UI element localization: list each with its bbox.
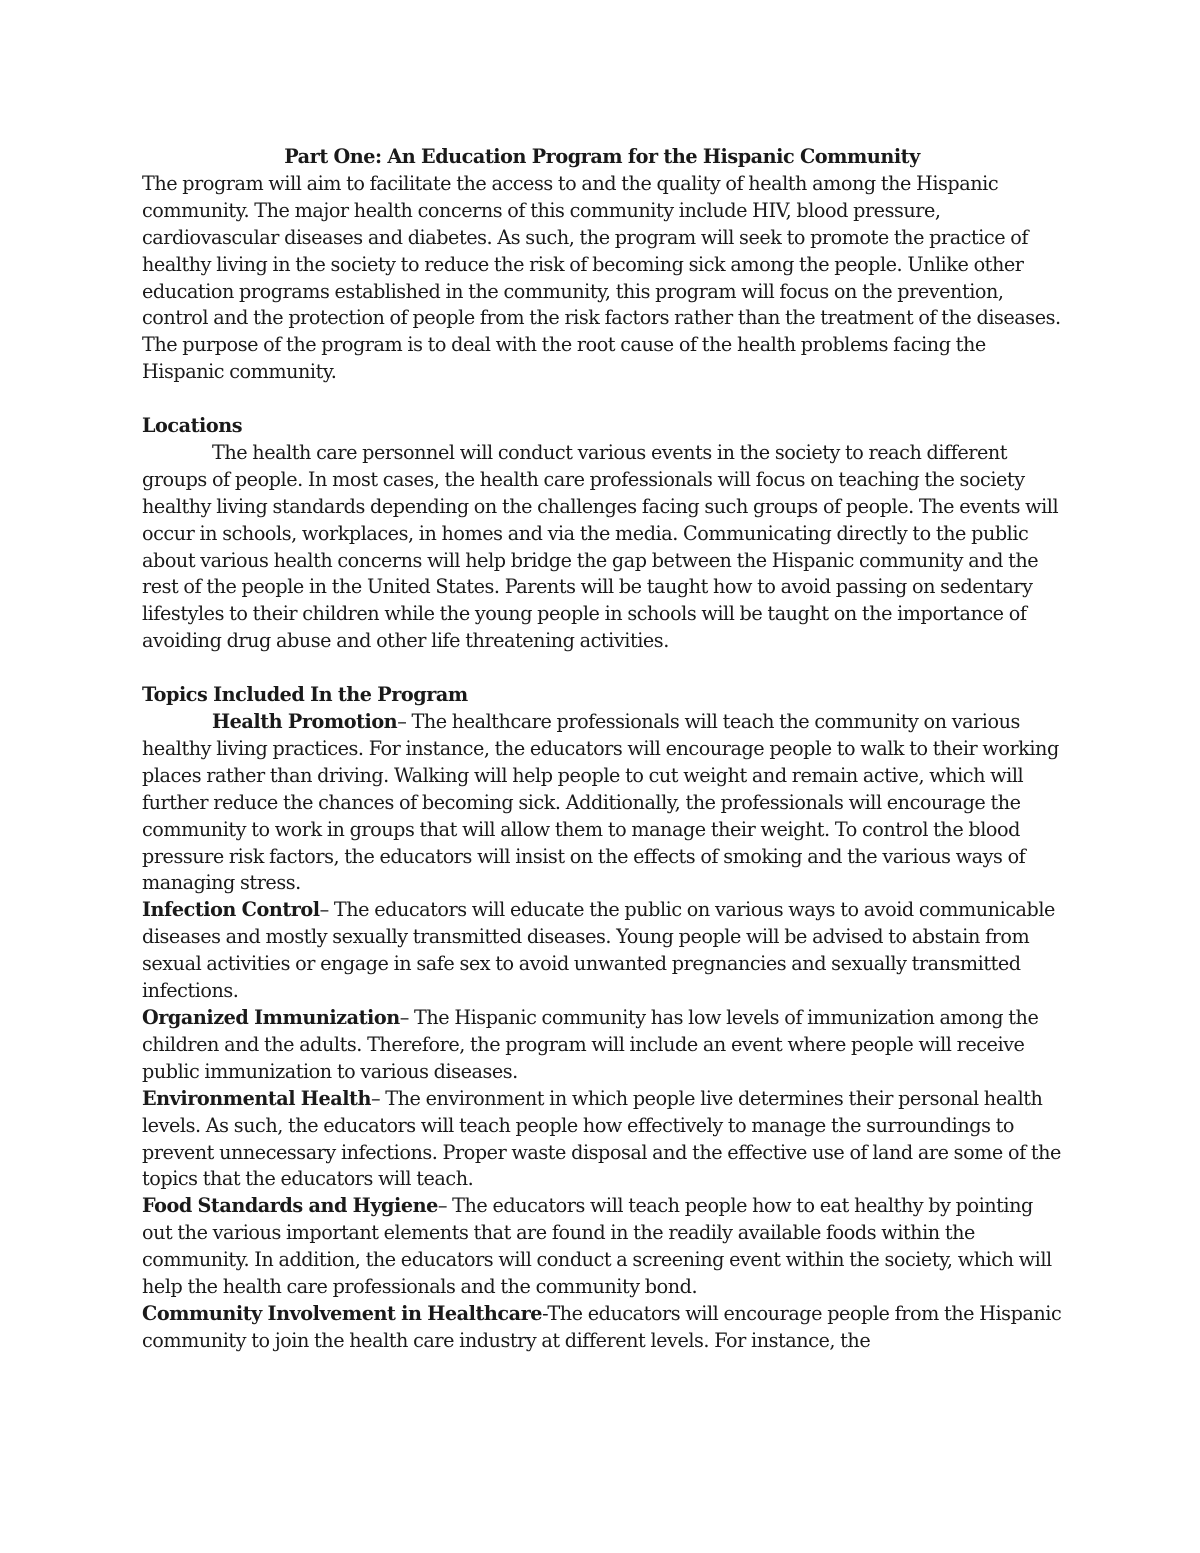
- topic-community-involvement: [142, 1301, 1062, 1355]
- topic-text: The environment in which people live determines their personal health levels. As such, the educators will teach people how effectively to manage the surroundings to prevent unnecessary infections. Proper waste disposal and the effective use of land are some of the topics that the educators will teach.: [142, 1086, 1061, 1191]
- topic-health-promotion: [142, 709, 1062, 897]
- intro-paragraph: The program will aim to facilitate the access to and the quality of health among the Hispanic community. The major health concerns of this community include HIV, blood pressure, cardiovascular diseases and diabetes. As such, the program will seek to promote the practice of healthy living in the society to reduce the risk of becoming sick among the people. Unlike other education programs established in the community, this program will focus on the prevention, control and the protection of people from the risk factors rather than the treatment of the diseases. The purpose of the program is to deal with the root cause of the health problems facing the Hispanic community.: [142, 171, 1061, 384]
- topic-separator: –: [397, 710, 412, 733]
- topic-text: The educators will teach people how to eat healthy by pointing out the various important elements that are found in the readily available foods within the community. In addition, the educators will conduct a screening event within the society, which will help the health care professionals and the community bond.: [142, 1194, 1052, 1299]
- topic-term: Organized Immunization: [142, 1005, 400, 1029]
- topic-text: The educators will encourage people from the Hispanic community to join the health care industry at different levels. For instance, the: [142, 1301, 1062, 1352]
- topic-text: The educators will educate the public on various ways to avoid communicable diseases and mostly sexually transmitted diseases. Young people will be advised to abstain from sexual activities or engage in safe sex to avoid unwanted pregnancies and sexually transmitted infections.: [142, 898, 1055, 1003]
- topic-environmental-health: [142, 1086, 1062, 1194]
- topic-infection-control: [142, 897, 1062, 1005]
- topic-separator: –: [370, 1086, 386, 1110]
- topic-term: Environmental Health: [142, 1086, 371, 1110]
- topic-separator: –: [399, 1005, 415, 1029]
- document-title: Part One: An Education Program for the Hispanic Community: [284, 145, 920, 168]
- topic-term: Community Involvement in Healthcare: [142, 1301, 543, 1325]
- topic-separator: –: [319, 898, 334, 922]
- topic-separator: –: [437, 1194, 453, 1218]
- locations-paragraph: The health care personnel will conduct various events in the society to reach different groups of people. In most cases, the health care professionals will focus on teaching the society healthy living standards depending on the challenges facing such groups of people. The events will occur in schools, workplaces, in homes and via the media. Communicating directly to the public about various health concerns will help bridge the gap between the Hispanic community and the rest of the people in the United States. Parents will be taught how to avoid passing on sedentary lifestyles to their children while the young people in schools will be taught on the importance of avoiding drug abuse and other life threatening activities.: [142, 440, 1059, 653]
- topic-text: The Hispanic community has low levels of immunization among the children and the adults. Therefore, the program will include an event where people will receive public immunization to various diseases.: [142, 1005, 1039, 1083]
- topic-term: Food Standards and Hygiene: [142, 1194, 438, 1218]
- topic-organized-immunization: [142, 1005, 1062, 1086]
- topic-term: Health Promotion: [212, 710, 398, 733]
- topics-heading: Topics Included In the Program: [142, 683, 468, 707]
- topic-term: Infection Control: [142, 898, 320, 922]
- topic-text: The healthcare professionals will teach the community on various healthy living practices. For instance, the educators will encourage people to walk to their working places rather than driving. Walking will help people to cut weight and remain active, which will further reduce the chances of becoming sick. Additionally, the professionals will encourage the community to work in groups that will allow them to manage their weight. To control the blood pressure risk factors, the educators will insist on the effects of smoking and the various ways of managing stress.: [142, 710, 1059, 895]
- locations-heading: Locations: [142, 414, 243, 438]
- topic-separator: -: [542, 1301, 548, 1325]
- document-page: [142, 144, 1062, 1355]
- topic-food-standards: [142, 1193, 1062, 1301]
